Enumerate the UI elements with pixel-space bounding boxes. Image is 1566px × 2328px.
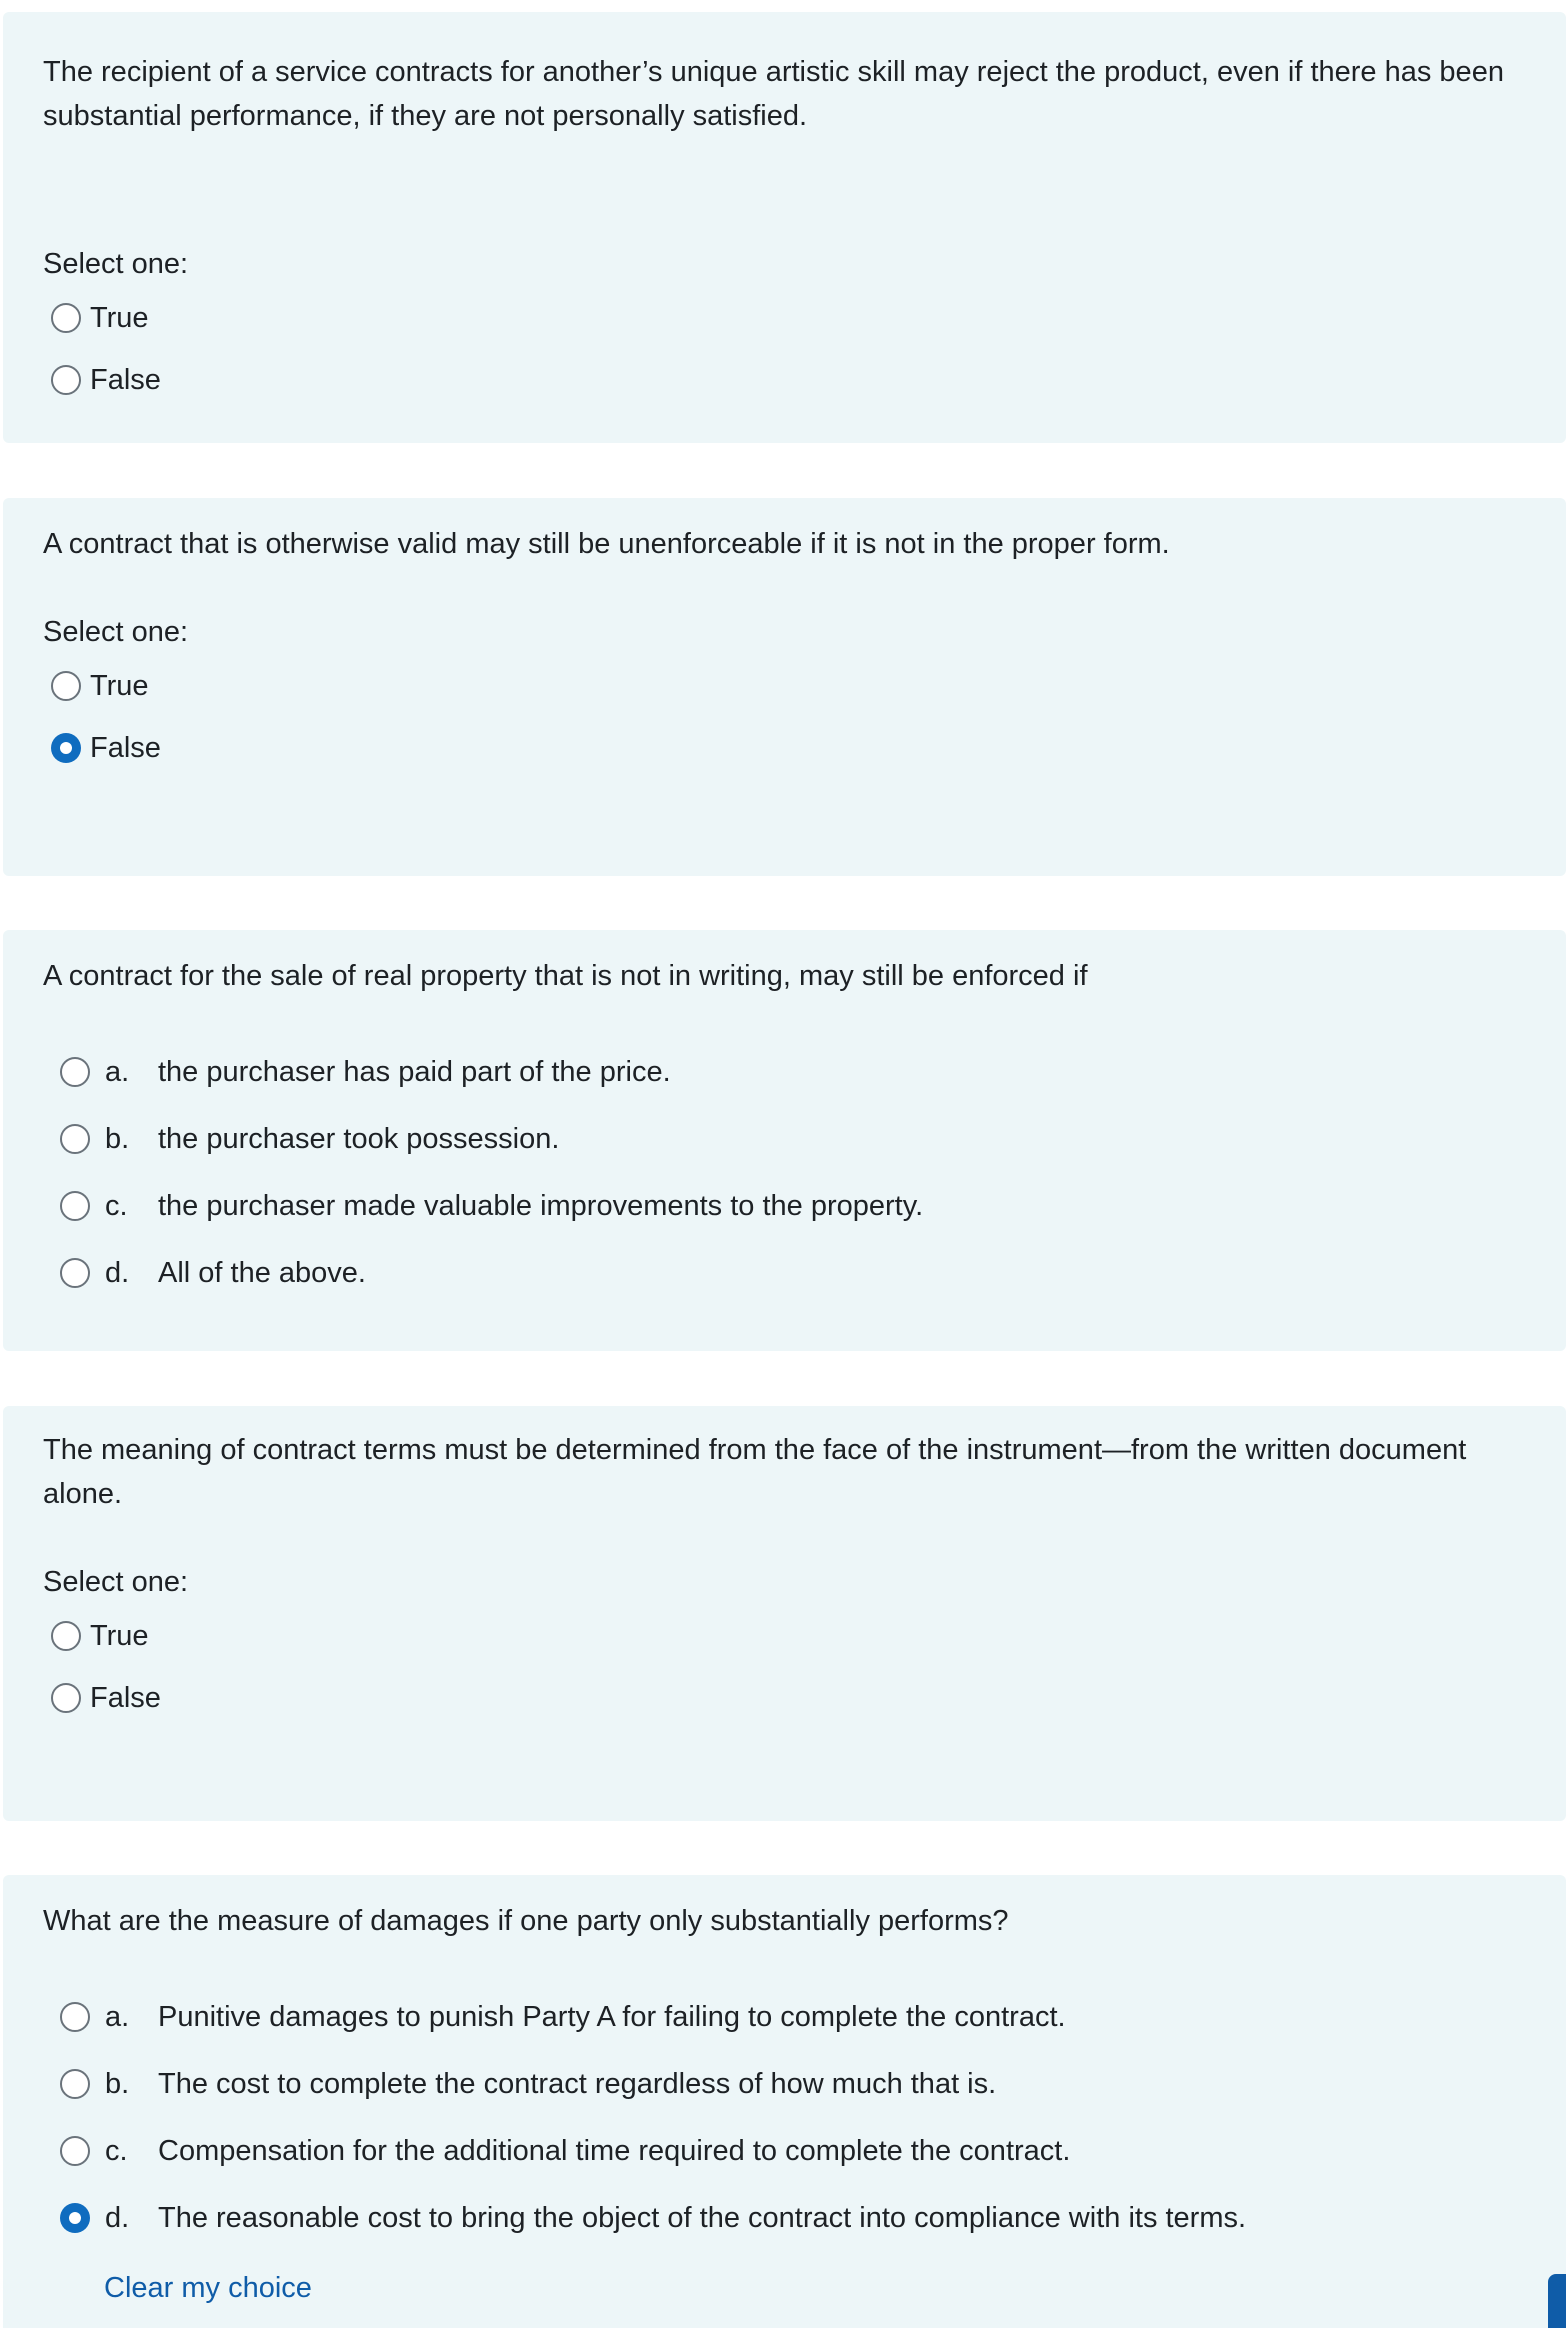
option-letter: b. xyxy=(105,1122,130,1155)
option-label: the purchaser has paid part of the price. xyxy=(158,1055,671,1088)
option-true[interactable] xyxy=(51,298,149,338)
option-d[interactable] xyxy=(60,2198,1246,2238)
option-false[interactable] xyxy=(51,1678,161,1718)
option-label: True xyxy=(90,301,149,334)
question-text: A contract for the sale of real property that is not in writing, may still be enforced if xyxy=(43,960,1088,992)
question-card-5 xyxy=(3,1875,1566,2328)
option-false[interactable] xyxy=(51,360,161,400)
navigation-button[interactable] xyxy=(1548,2274,1566,2328)
select-one-label: Select one: xyxy=(43,248,189,280)
radio-unchecked-icon[interactable] xyxy=(60,2136,90,2166)
radio-checked-icon[interactable] xyxy=(60,2203,90,2233)
option-letter: c. xyxy=(105,1189,128,1222)
option-letter: a. xyxy=(105,1055,130,1088)
option-label: Punitive damages to punish Party A for failing to complete the contract. xyxy=(158,2000,1066,2033)
radio-checked-icon[interactable] xyxy=(51,733,81,763)
question-text: The meaning of contract terms must be determined from the face of the instrument—from the written document alone. xyxy=(43,1434,1467,1510)
radio-unchecked-icon[interactable] xyxy=(51,1683,81,1713)
option-label: True xyxy=(90,1619,149,1652)
option-label: the purchaser made valuable improvements to the property. xyxy=(158,1189,924,1222)
option-label: False xyxy=(90,731,161,764)
question-text: What are the measure of damages if one party only substantially performs? xyxy=(43,1905,1009,1937)
option-label: False xyxy=(90,1681,161,1714)
option-true[interactable] xyxy=(51,1616,149,1656)
option-label: The reasonable cost to bring the object of the contract into compliance with its terms. xyxy=(158,2201,1247,2234)
option-letter: c. xyxy=(105,2134,128,2167)
option-letter: b. xyxy=(105,2067,130,2100)
select-one-label: Select one: xyxy=(43,1566,189,1598)
radio-unchecked-icon[interactable] xyxy=(60,1191,90,1221)
radio-unchecked-icon[interactable] xyxy=(60,2069,90,2099)
radio-unchecked-icon[interactable] xyxy=(60,1124,90,1154)
option-c[interactable] xyxy=(60,2131,1070,2171)
option-a[interactable] xyxy=(60,1997,1066,2037)
radio-unchecked-icon[interactable] xyxy=(60,1057,90,1087)
clear-my-choice-link[interactable]: Clear my choice xyxy=(104,2272,312,2304)
option-label: True xyxy=(90,669,149,702)
question-text: The recipient of a service contracts for another’s unique artistic skill may reject the product, even if there has been substantial performance, if they are not personally satisfied. xyxy=(43,56,1504,132)
radio-unchecked-icon[interactable] xyxy=(60,2002,90,2032)
question-card-2 xyxy=(3,498,1566,876)
question-text: A contract that is otherwise valid may still be unenforceable if it is not in the proper form. xyxy=(43,528,1170,560)
radio-unchecked-icon[interactable] xyxy=(51,303,81,333)
option-label: The cost to complete the contract regardless of how much that is. xyxy=(158,2067,997,2100)
option-label: All of the above. xyxy=(158,1256,366,1289)
option-d[interactable] xyxy=(60,1253,366,1293)
radio-unchecked-icon[interactable] xyxy=(51,671,81,701)
option-a[interactable] xyxy=(60,1052,671,1092)
option-b[interactable] xyxy=(60,2064,996,2104)
question-card-4 xyxy=(3,1406,1566,1821)
option-letter: d. xyxy=(105,1256,130,1289)
option-b[interactable] xyxy=(60,1119,559,1159)
option-label: False xyxy=(90,363,161,396)
option-false[interactable] xyxy=(51,728,161,768)
question-card-1 xyxy=(3,12,1566,443)
option-label: the purchaser took possession. xyxy=(158,1122,560,1155)
radio-unchecked-icon[interactable] xyxy=(51,365,81,395)
option-letter: a. xyxy=(105,2000,130,2033)
radio-unchecked-icon[interactable] xyxy=(60,1258,90,1288)
option-true[interactable] xyxy=(51,666,149,706)
radio-unchecked-icon[interactable] xyxy=(51,1621,81,1651)
select-one-label: Select one: xyxy=(43,616,189,648)
option-letter: d. xyxy=(105,2201,130,2234)
option-label: Compensation for the additional time required to complete the contract. xyxy=(158,2134,1071,2167)
question-card-3 xyxy=(3,930,1566,1351)
option-c[interactable] xyxy=(60,1186,923,1226)
